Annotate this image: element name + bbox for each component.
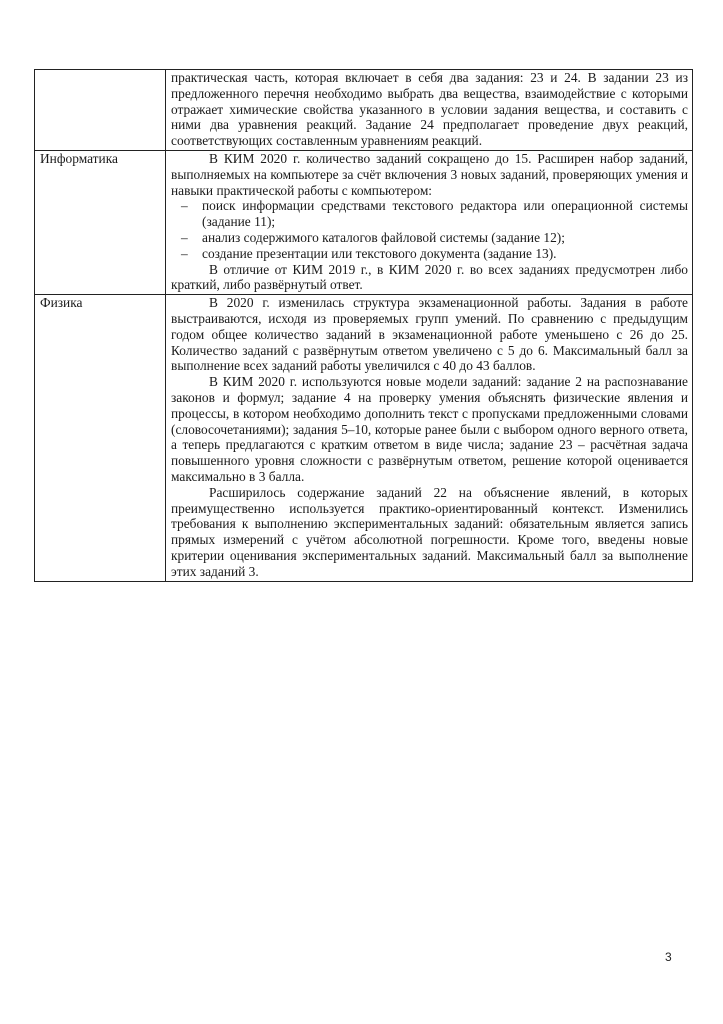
table-row [35,70,693,151]
page-number: 3 [665,950,672,964]
list-item [171,230,688,246]
table-row [35,295,693,581]
subject-cell [35,70,166,151]
dash-marker: – [181,245,188,261]
description-cell [166,70,693,151]
subjects-changes-table [34,69,693,582]
paragraph: В КИМ 2020 г. используются новые модели заданий: задание 2 на распознавание законов и формул; задание 4 на проверку умения объяснять физические явления и процессы, в котором необходимо дополнить текст с пропусками предложенными словами (словосочетаниями); задания 5–10, которые ранее были с выбором одного верного ответа, а теперь предлагаются с кратким ответом в виде числа; задание 23 – расчётная задача повышенного уровня сложности с развёрнутым ответом, решение которой оценивается максимально в 3 балла. [171,374,688,484]
list-item-text: анализ содержимого каталогов файловой системы (задание 12); [202,229,565,245]
description-cell [166,150,693,294]
paragraph: В 2020 г. изменилась структура экзаменационной работы. Задания в работе выстраиваются, исходя из проверяемых групп умений. По сравнению с предыдущим годом общее количество заданий в экзаменационной работе уменьшено с 26 до 25. Количество заданий с развёрнутым ответом увеличено с 5 до 6. Максимальный балл за выполнение всех заданий работы увеличился с 40 до 43 баллов. [171,295,688,374]
bullet-list [171,198,688,261]
paragraph: В отличие от КИМ 2019 г., в КИМ 2020 г. во всех заданиях предусмотрен либо краткий, либо развёрнутый ответ. [171,261,688,293]
list-item-text: поиск информации средствами текстового редактора или операционной системы (задание 11); [202,198,688,230]
subject-cell: Физика [35,295,166,581]
paragraph: практическая часть, которая включает в себя два задания: 23 и 24. В задании 23 из предложенного перечня необходимо выбрать два вещества, взаимодействие с которыми отражает химические свойства указанного в условии задания вещества, и составить с ними два уравнения реакций. Задание 24 предполагает проведение двух реакций, соответствующих составленным уравнениям реакций. [171,70,688,149]
table-row [35,150,693,294]
dash-marker: – [181,198,188,214]
description-cell [166,295,693,581]
list-item [171,198,688,230]
subject-cell: Информатика [35,150,166,294]
dash-marker: – [181,229,188,245]
paragraph: Расширилось содержание заданий 22 на объяснение явлений, в которых преимущественно используется практико-ориентированный контекст. Изменились требования к выполнению экспериментальных заданий: обязательным является запись прямых измерений с учётом абсолютной погрешности. Кроме того, введены новые критерии оценивания экспериментальных заданий. Максимальный балл за выполнение этих заданий 3. [171,484,688,579]
list-item [171,246,688,262]
paragraph: В КИМ 2020 г. количество заданий сокращено до 15. Расширен набор заданий, выполняемых на компьютере за счёт включения 3 новых заданий, проверяющих умения и навыки практической работы с компьютером: [171,150,688,198]
list-item-text: создание презентации или текстового документа (задание 13). [202,245,557,261]
